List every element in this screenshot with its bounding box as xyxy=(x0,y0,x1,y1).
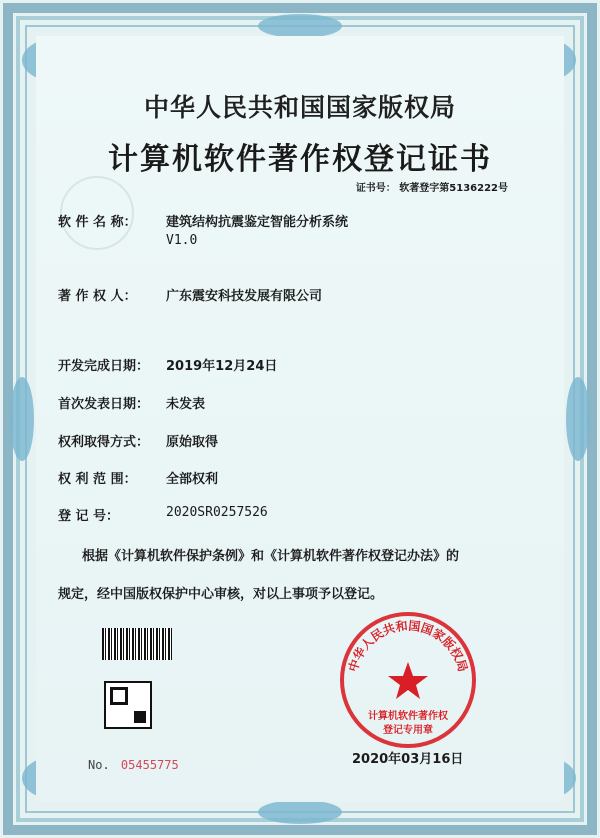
rights-acquisition-value: 原始取得 xyxy=(166,435,219,450)
rights-acquisition-label: 权利取得方式： xyxy=(58,435,150,450)
seal-top-text: 中华人民共和国国家版权局 xyxy=(345,618,471,674)
certificate-number: 证书号： 软著登字第5136222号 xyxy=(355,183,508,194)
software-name-label: 软 件 名 称： xyxy=(58,215,137,230)
version-value: V1.0 xyxy=(166,233,198,248)
first-publication-label: 首次发表日期： xyxy=(58,397,150,412)
statement-line-1: 根据《计算机软件保护条例》和《计算机软件著作权登记办法》的 xyxy=(82,549,460,564)
certificate-title: 计算机软件著作权登记证书 xyxy=(108,142,492,177)
first-publication-value: 未发表 xyxy=(166,397,206,412)
serial-number-label: No. xyxy=(88,758,110,772)
copyright-owner-label: 著 作 权 人： xyxy=(58,289,137,304)
issue-date: 2020年03月16日 xyxy=(352,752,464,767)
statement-line-2: 规定，经中国版权保护中心审核，对以上事项予以登记。 xyxy=(58,587,384,602)
serial-number-value: 05455775 xyxy=(120,758,179,772)
registration-number-value: 2020SR0257526 xyxy=(166,505,268,520)
dev-completion-label: 开发完成日期： xyxy=(58,359,150,374)
dev-completion-value: 2019年12月24日 xyxy=(166,359,278,374)
serial-number-block xyxy=(88,758,179,772)
qr-code xyxy=(104,681,152,729)
rights-scope-label: 权 利 范 围： xyxy=(58,472,137,487)
seal-middle-text-2: 登记专用章 xyxy=(383,725,433,736)
software-name-value: 建筑结构抗震鉴定智能分析系统 xyxy=(166,215,349,230)
rights-scope-value: 全部权利 xyxy=(166,472,219,487)
barcode xyxy=(102,628,172,660)
seal-middle-text-1: 计算机软件著作权 xyxy=(368,711,448,722)
official-seal xyxy=(338,610,478,750)
copyright-owner-value: 广东震安科技发展有限公司 xyxy=(166,289,323,304)
registration-number-label: 登 记 号： xyxy=(58,509,120,524)
issuer-title: 中华人民共和国国家版权局 xyxy=(143,93,456,122)
seal-star-icon xyxy=(388,662,428,699)
